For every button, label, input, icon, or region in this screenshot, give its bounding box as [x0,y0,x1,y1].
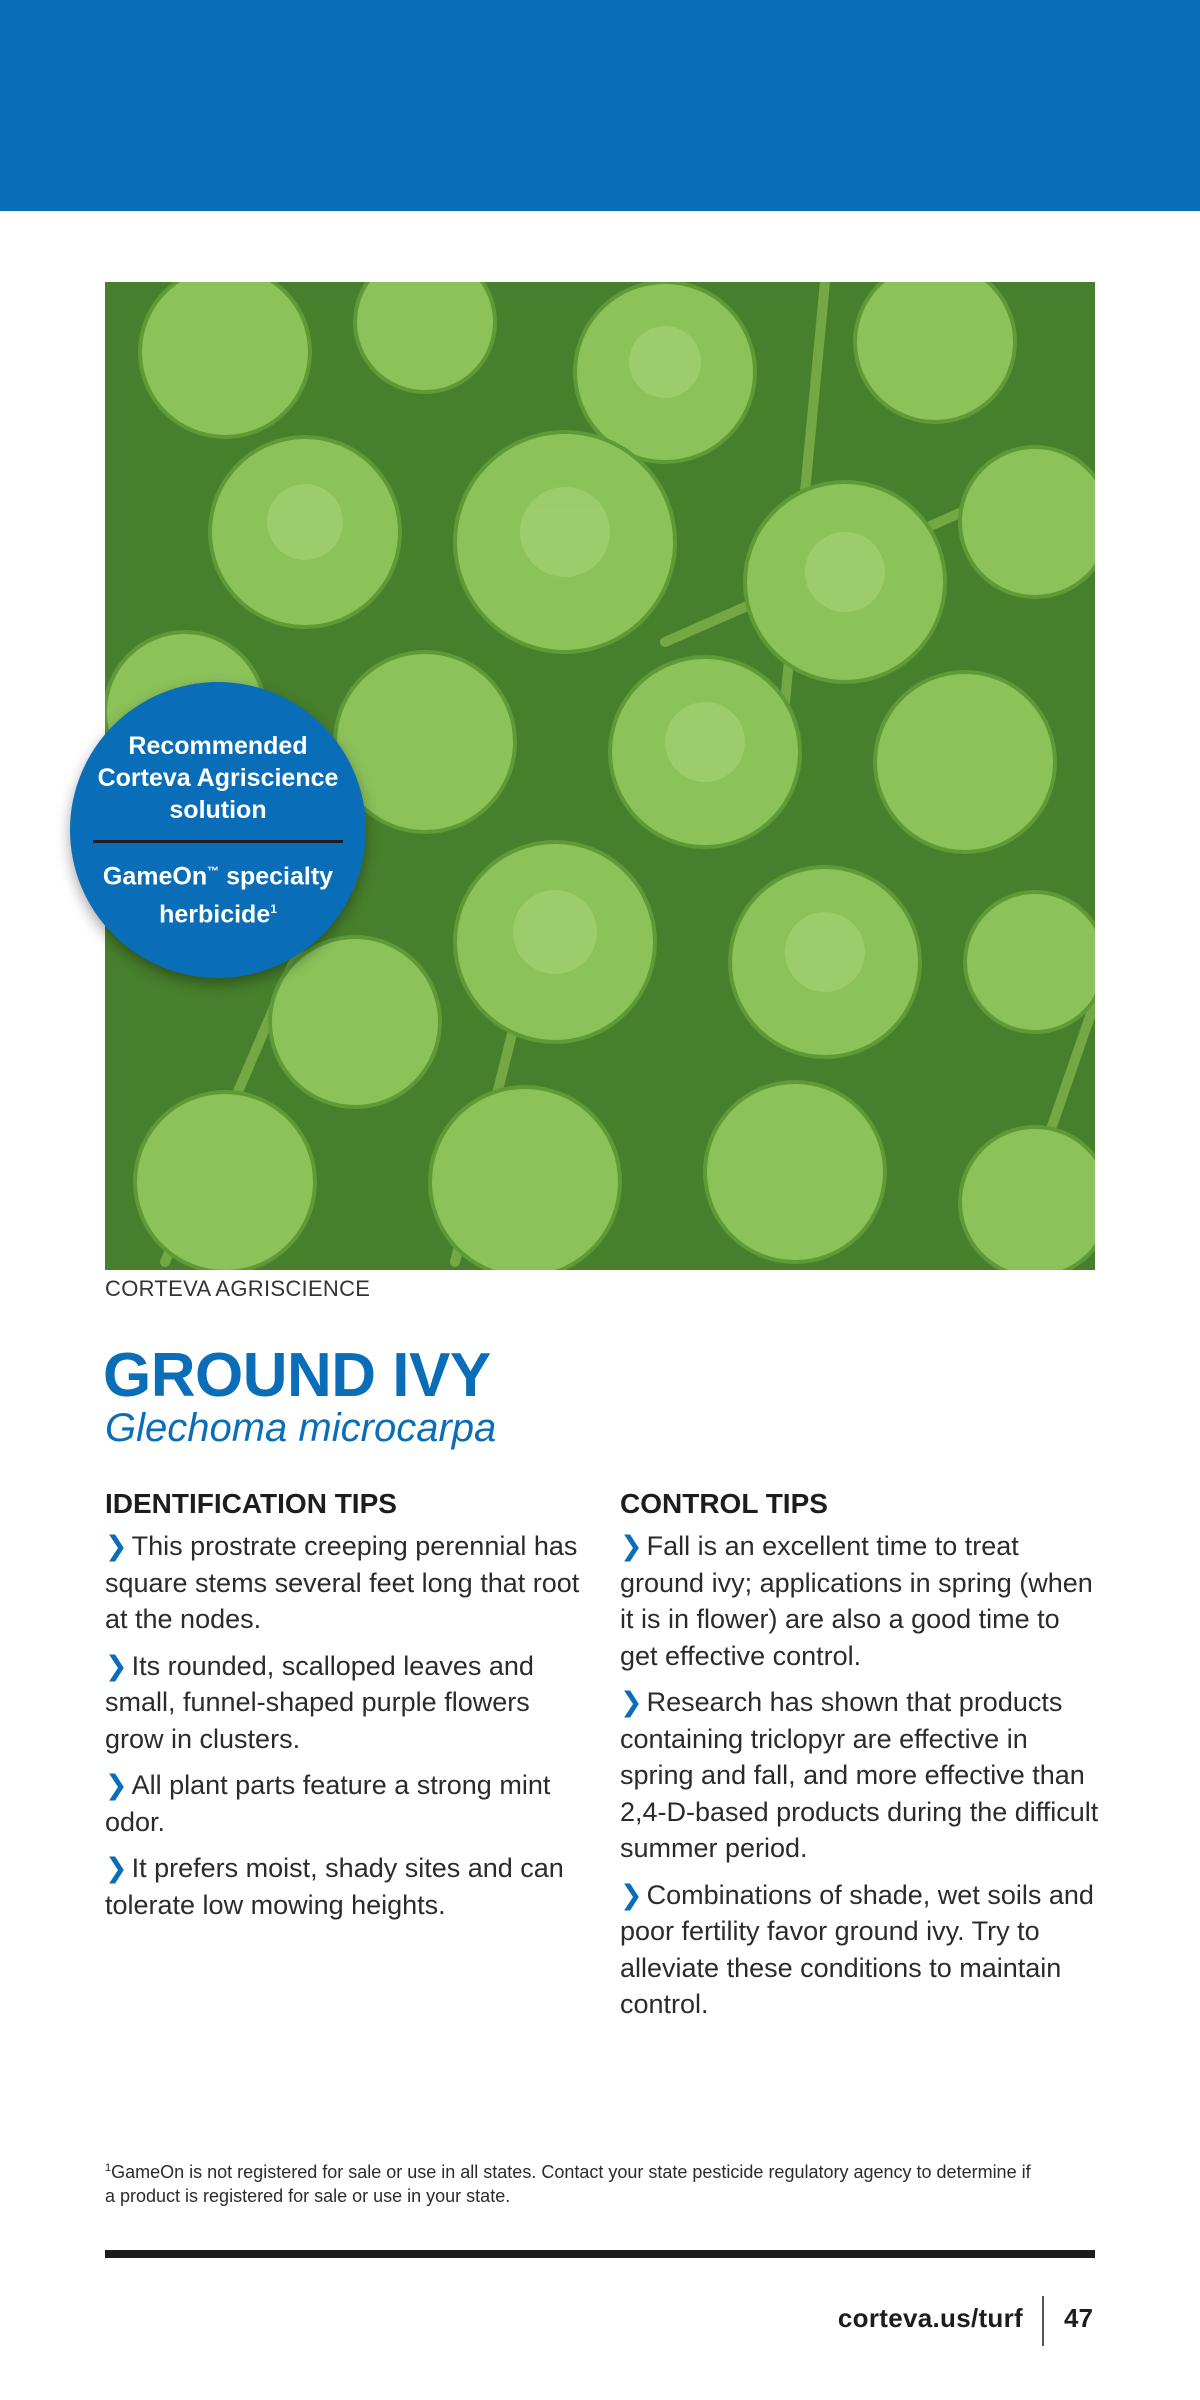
chevron-right-icon: ❯ [620,1687,643,1717]
page-number: 47 [1064,2303,1093,2333]
chevron-right-icon: ❯ [620,1879,643,1910]
footer-separator [1042,2296,1044,2346]
footnote-text: GameOn is not registered for sale or use in all states. Contact your state pesticide regulatory agency to determine if a product is registered for sale or use in your state. [105,2162,1031,2206]
footnote-mark: 1 [105,2162,112,2174]
chevron-right-icon: ❯ [105,1650,128,1681]
scientific-name: Glechoma microcarpa [105,1406,497,1450]
identification-tip: ❯ Its rounded, scalloped leaves and small, funnel-shaped purple flowers grow in clusters. [105,1650,534,1754]
badge-product-suffix: specialty herbicide [159,862,334,928]
page-title: GROUND IVY [103,1341,491,1410]
photo-credit: CORTEVA AGRISCIENCE [105,1276,371,1301]
identification-tip: ❯ This prostrate creeping perennial has square stems several feet long that root at the nodes. [105,1531,580,1634]
footnote [105,2156,1045,2208]
identification-tip: ❯ All plant parts feature a strong mint odor. [105,1770,551,1837]
badge-product-name: GameOn [102,862,208,891]
badge-divider [93,840,343,843]
badge-product-text [93,855,343,930]
control-tips-section [620,1488,1100,2033]
control-tip: ❯ Combinations of shade, wet soils and poor fertility favor ground ivy. Try to alleviate these conditions to maintain control. [620,1879,1094,2019]
identification-tips-heading: IDENTIFICATION TIPS [105,1488,397,1519]
footer-website-link[interactable]: corteva.us/turf [837,2303,1023,2333]
badge-recommend-text: Recommended Corteva Agriscience solution [97,732,339,825]
recommended-solution-badge [70,682,366,978]
chevron-right-icon: ❯ [105,1853,128,1883]
chevron-right-icon: ❯ [105,1531,128,1561]
chevron-right-icon: ❯ [105,1770,128,1800]
control-tips-heading: CONTROL TIPS [620,1488,828,1519]
control-tip: ❯ Research has shown that products containing triclopyr are effective in spring and fall, and more effective than 2,4-D-based products during the difficult summer period. [620,1687,1099,1863]
badge-footnote-mark: 1 [270,901,277,916]
footer-rule [105,2250,1095,2258]
identification-tip: ❯ It prefers moist, shady sites and can tolerate low mowing heights. [105,1853,564,1920]
identification-tips-section [105,1488,585,1933]
control-tip: ❯ Fall is an excellent time to treat ground ivy; applications in spring (when it is in flower) are also a good time to get effective control. [620,1531,1093,1671]
top-blue-band [0,0,1200,211]
chevron-right-icon: ❯ [620,1531,643,1561]
badge-trademark: ™ [207,864,220,879]
